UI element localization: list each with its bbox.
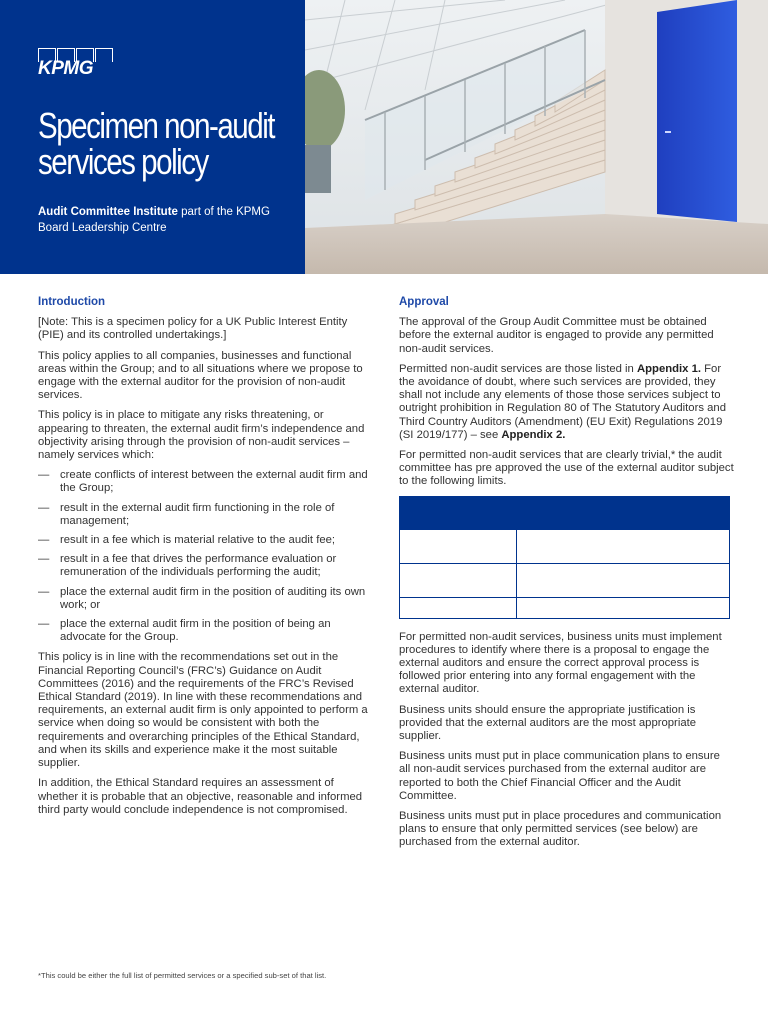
- hero-panel: [0, 0, 305, 274]
- list-item: — result in the external audit firm functioning in the role of management;: [38, 501, 335, 527]
- footnote: *This could be either the full list of permitted services or a specified sub-set of that list.: [38, 971, 327, 980]
- list-item: — place the external audit firm in the position of auditing its own work; or: [38, 585, 366, 611]
- appendix-2-ref: Appendix 2.: [501, 428, 566, 441]
- appendix-1-ref: Appendix 1.: [636, 362, 702, 375]
- table-row: [400, 597, 730, 618]
- subtitle-centre: part of the KPMG Board Leadership Centre: [38, 206, 270, 234]
- introduction-heading: Introduction: [38, 296, 106, 308]
- table-row: [400, 529, 730, 563]
- list-item: — place the external audit firm in the position of being an advocate for the Group.: [38, 618, 331, 644]
- intro-scope: This policy applies to all companies, businesses and functional areas within the Group; and to all situations where we propose to engage with the external auditor for the provision of non-audit services.: [38, 349, 363, 402]
- document-title: Specimen non-audit services policy: [38, 105, 275, 182]
- intro-purpose: This policy is in place to mitigate any risks threatening, or appearing to threaten, the external audit firm’s independence and objectivity arising through the provision of non-audit services – namely services which:: [38, 409, 365, 462]
- intro-frc: This policy is in line with the recommendations set out in the Financial Reporting Council’s (FRC’s) Guidance on Audit Committees (2016) and the requirements of the FRC’s Revised Ethical Standard (2019). In line with these recommendations and requirements, an external audit firm is only appointed to perform a service when doing so would be consistent with both the requirements and overarching principles of the Ethical Standard, and when its skills and experience make it the most suitable supplier.: [38, 651, 368, 770]
- approval-permitted: Permitted non-audit services are those listed in Appendix 1. For the avoidance of doubt, where such services are provided, they shall not include any elements of those those services subject to outright prohibition in Regulation 80 of The Statutory Auditors and Third Country Auditors (Amendment) (EU Exit) Regulations 2019 (SI 2019/177) – see Appendix 2.: [399, 362, 726, 441]
- table-row: [400, 563, 730, 597]
- logo-text: KPMG: [38, 58, 93, 79]
- approval-requirement: The approval of the Group Audit Committee must be obtained before the external auditor is engaged to provide any permitted non-audit services.: [399, 316, 714, 355]
- list-item: — result in a fee which is material relative to the audit fee;: [38, 534, 336, 547]
- subtitle-institute: Audit Committee Institute: [38, 206, 178, 218]
- limits-table: [399, 496, 730, 619]
- risk-list: [38, 469, 373, 644]
- approval-permitted-only: Business units must put in place procedures and communication plans to ensure that only permitted services (see below) are purchased from the external auditor.: [399, 810, 722, 849]
- document-subtitle: [38, 204, 288, 236]
- right-column: [399, 296, 734, 857]
- approval-heading: Approval: [399, 296, 449, 308]
- approval-communication: Business units must put in place communication plans to ensure all non-audit services purchased from the external auditor are reported to both the Chief Financial Officer and the Audit Committee.: [399, 750, 720, 802]
- list-item: — create conflicts of interest between the external audit firm and the Group;: [38, 469, 368, 495]
- kpmg-logo: [38, 48, 118, 78]
- left-column: [38, 296, 373, 824]
- intro-note: [Note: This is a specimen policy for a UK Public Interest Entity (PIE) and its controlled undertakings.]: [38, 316, 348, 342]
- intro-ethical-standard: In addition, the Ethical Standard requires an assessment of whether it is probable that an objective, reasonable and informed third party would conclude independence is not compromised.: [38, 777, 363, 816]
- staircase-photo: [305, 0, 768, 274]
- approval-trivial: For permitted non-audit services that are clearly trivial,* the audit committee has pre approved the use of the external auditor subject to the following limits.: [399, 449, 734, 488]
- table-header: [400, 496, 730, 529]
- table-header-row: [400, 496, 730, 529]
- approval-procedures: For permitted non-audit services, business units must implement procedures to identify where there is a proposal to engage the external auditors and ensure the correct approval process is followed prior entering into any formal engagement with the external auditor.: [399, 630, 722, 696]
- list-item: — result in a fee that drives the performance evaluation or remuneration of the individuals performing the audit;: [38, 553, 337, 579]
- approval-justification: Business units should ensure the appropriate justification is provided that the external auditors are the most appropriate supplier.: [399, 703, 697, 743]
